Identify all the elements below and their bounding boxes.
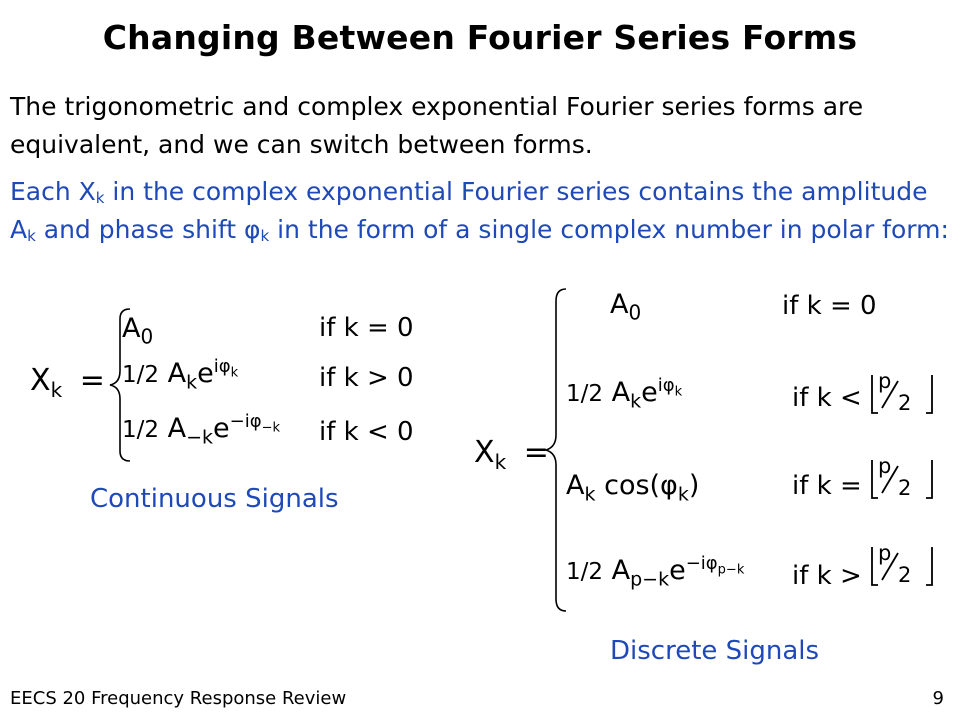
discrete-row-3-expr: 1/2 $A_{p-k}e^{-i\varphi_{p-k}}$ bbox=[566, 553, 745, 591]
continuous-row-1-condition: if k > 0 bbox=[319, 363, 414, 393]
discrete-row-1-condition: if k < bbox=[792, 383, 862, 413]
discrete-row-3-frac-den: 2 bbox=[898, 563, 912, 587]
left-brace-icon bbox=[546, 289, 566, 611]
continuous-lhs: $X_k$ = bbox=[30, 363, 105, 402]
continuous-caption: Continuous Signals bbox=[90, 484, 339, 514]
discrete-row-1-expr: 1/2 $A_ke^{i\varphi_k}$ bbox=[566, 375, 683, 413]
discrete-row-1-frac-num: p bbox=[878, 369, 892, 393]
slide-title: Changing Between Fourier Series Forms bbox=[102, 18, 858, 57]
discrete-row-3-condition: if k > bbox=[792, 561, 862, 591]
discrete-row-2-frac-num: p bbox=[878, 454, 892, 478]
discrete-row-2-frac-den: 2 bbox=[898, 476, 912, 500]
intro-paragraph: The trigonometric and complex exponential Fourier series forms are equivalent, and we can switch between forms. bbox=[10, 92, 864, 159]
discrete-row-3-frac-num: p bbox=[878, 541, 892, 565]
discrete-equation bbox=[470, 285, 950, 615]
discrete-row-2-condition: if k = bbox=[792, 471, 862, 501]
continuous-row-1-expr: 1/2 $A_ke^{i\varphi_k}$ bbox=[122, 356, 239, 394]
discrete-row-2-expr: $A_k$ $\cos(\varphi_k)$ bbox=[566, 470, 700, 506]
discrete-row-0-condition: if k = 0 bbox=[782, 291, 877, 321]
discrete-row-0-expr: $A_0$ bbox=[610, 289, 642, 325]
discrete-row-1-frac-den: 2 bbox=[898, 391, 912, 415]
discrete-caption: Discrete Signals bbox=[610, 636, 820, 666]
continuous-row-0-condition: if k = 0 bbox=[319, 313, 414, 343]
footer-course-title: EECS 20 Frequency Response Review bbox=[10, 688, 347, 709]
continuous-row-2-expr: 1/2 $A_{-k}e^{-i\varphi_{-k}}$ bbox=[122, 411, 281, 449]
discrete-lhs: $X_k$ = bbox=[474, 435, 549, 474]
continuous-row-2-condition: if k < 0 bbox=[319, 417, 414, 447]
polar-form-paragraph: Each $X_k$ in the complex exponential Fourier series contains the amplitude $A_k$ and phase shift $\varphi_k$ in the form of a single complex number in polar form: bbox=[10, 177, 949, 245]
footer-page-number: 9 bbox=[932, 688, 944, 709]
continuous-row-0-expr: $A_0$ bbox=[122, 313, 154, 349]
continuous-equation bbox=[22, 305, 442, 465]
